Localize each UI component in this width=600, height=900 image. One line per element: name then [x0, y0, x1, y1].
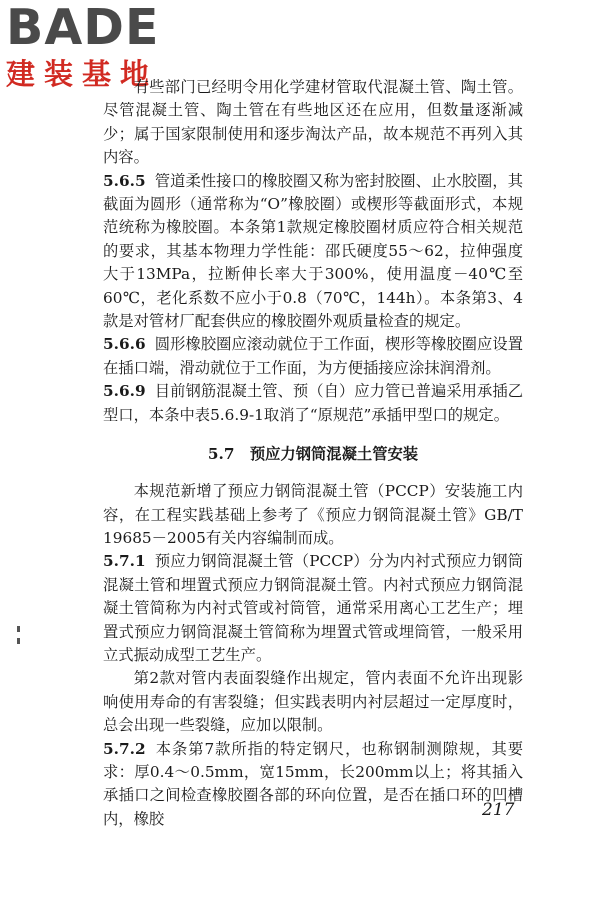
clause-5-7-1	[103, 550, 523, 667]
clause-text: 本条第7款所指的特定钢尺，也称钢制测隙规，其要求：厚0.4～0.5mm，宽15mm，长200mm以上；将其插入承插口之间检查橡胶圈各部的环向位置，是否在插口环的凹槽内，橡胶	[103, 739, 523, 828]
scan-mark	[17, 638, 20, 644]
page-number: 217	[482, 800, 515, 820]
clause-text: 管道柔性接口的橡胶圈又称为密封胶圈、止水胶圈，其截面为圆形（通常称为“O”橡胶圈）或楔形等截面形式，本规范统称为橡胶圈。本条第1款规定橡胶圈材质应符合相关规范的要求，其基本物理力学性能：邵氏硬度55～62，拉伸强度大于13MPa，拉断伸长率大于300%，使用温度－40℃至60℃，老化系数不应小于0.8（70℃，144h）。本条第3、4款是对管材厂配套供应的橡胶圈外观质量检查的规定。	[103, 171, 523, 331]
clause-5-6-6	[103, 333, 523, 380]
paragraph-text: 第2款对管内表面裂缝作出规定，管内表面不允许出现影响使用寿命的有害裂缝；但实践表明内衬层超过一定厚度时，总会出现一些裂缝，应加以限制。	[103, 669, 523, 735]
clause-text: 目前钢筋混凝土管、预（自）应力管已普遍采用承插乙型口，本条中表5.6.9-1取消了“原规范”承插甲型口的规定。	[103, 382, 523, 424]
clause-5-7-1-continuation	[103, 667, 523, 737]
section-title: 预应力钢筒混凝土管安装	[249, 445, 419, 464]
clause-number: 5.6.9	[103, 382, 146, 401]
section-heading	[103, 443, 523, 466]
paragraph-text: 本规范新增了预应力钢筒混凝土管（PCCP）安装施工内容，在工程实践基础上参考了《预应力钢筒混凝土管》GB/T 19685－2005有关内容编制而成。	[103, 482, 523, 547]
page-content	[103, 76, 523, 831]
clause-number: 5.6.5	[103, 171, 146, 190]
clause-number: 5.7.1	[103, 552, 146, 571]
clause-number: 5.7.2	[103, 739, 146, 758]
clause-text: 圆形橡胶圈应滚动就位于工作面，楔形等橡胶圈应设置在插口端，滑动就位于工作面，为方便插接应涂抹润滑剂。	[103, 335, 523, 377]
clause-5-6-5	[103, 170, 523, 334]
section-number: 5.7	[207, 445, 235, 464]
clause-5-7-2	[103, 738, 523, 832]
watermark-cjk-text: 建装基地	[6, 57, 159, 91]
watermark-latin-text: BADE	[6, 0, 160, 56]
scan-mark	[17, 626, 20, 632]
paragraph-intro	[103, 76, 523, 170]
section-intro-paragraph	[103, 480, 523, 550]
clause-5-6-9	[103, 380, 523, 427]
clause-number: 5.6.6	[103, 335, 146, 354]
paragraph-text: 有些部门已经明令用化学建材管取代混凝土管、陶土管。尽管混凝土管、陶土管在有些地区还在应用，但数量逐渐减少；属于国家限制使用和逐步淘汰产品，故本规范不再列入其内容。	[103, 78, 523, 167]
clause-text: 预应力钢筒混凝土管（PCCP）分为内衬式预应力钢筒混凝土管和埋置式预应力钢筒混凝土管。内衬式预应力钢筒混凝土管简称为内衬式管或衬筒管，通常采用离心工艺生产；埋置式预应力钢筒混凝土管简称为埋置式管或埋筒管，一般采用立式振动成型工艺生产。	[103, 552, 523, 664]
